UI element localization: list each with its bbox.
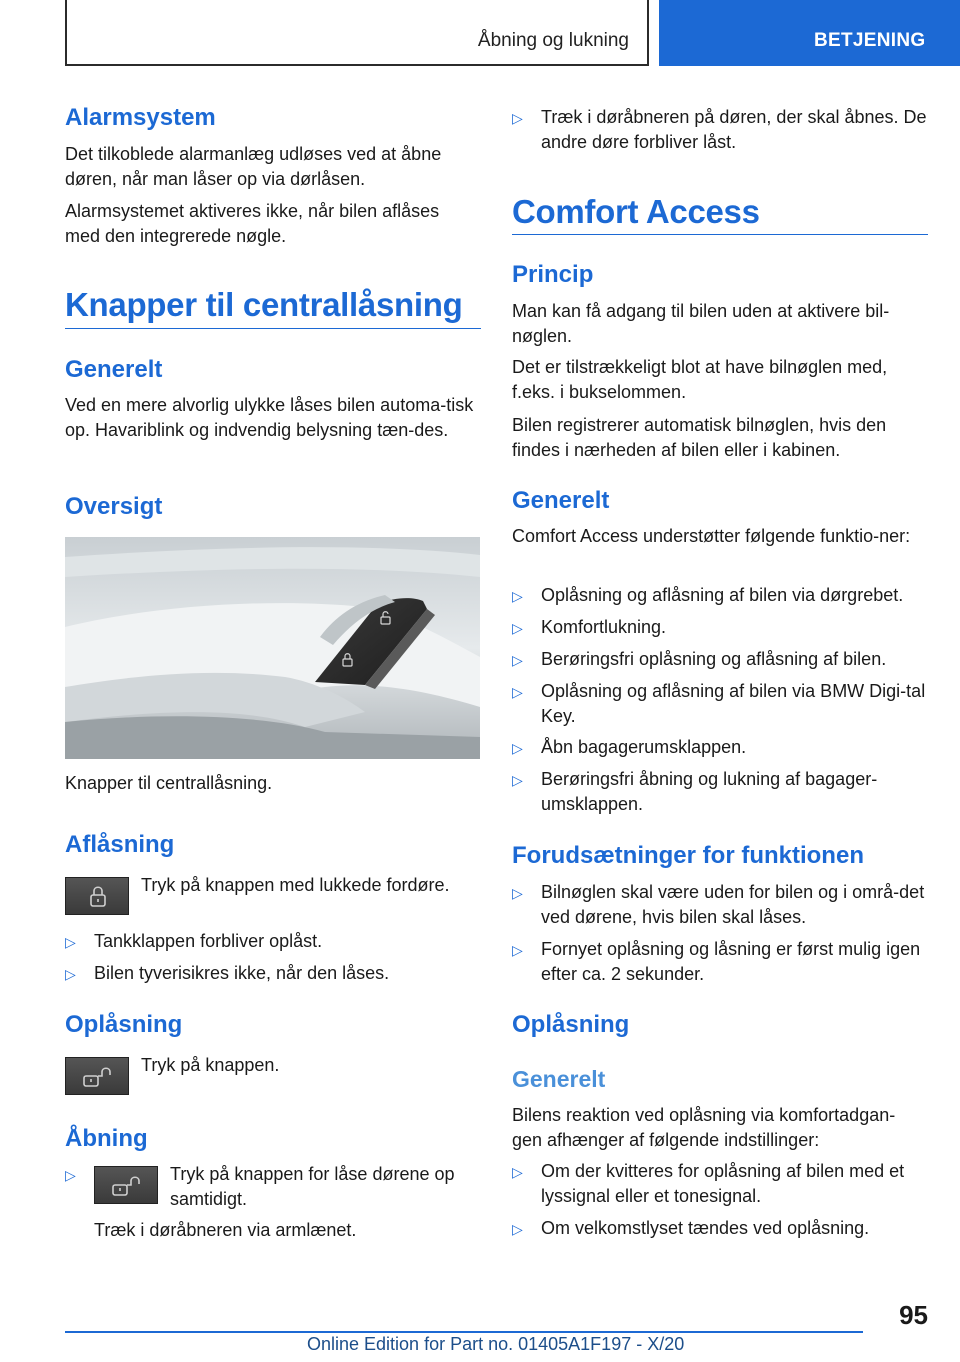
lock-open-icon — [66, 1058, 130, 1096]
oplasning-heading-right: Oplåsning — [512, 1011, 630, 1038]
princip-paragraph-1: Man kan få adgang til bilen uden at aktivere bil‐nøglen. — [512, 301, 890, 346]
triangle-right-icon: ▷ — [65, 966, 76, 982]
generelt-heading-left: Generelt — [65, 356, 163, 383]
footer-rule — [65, 1331, 863, 1333]
footer-edition-text: Online Edition for Part no. 01405A1F197 - X/20 — [307, 1334, 685, 1354]
triangle-right-icon: ▷ — [512, 740, 523, 756]
triangle-right-icon: ▷ — [512, 772, 523, 788]
aflasning-paragraph: Tryk på knappen med lukkede fordøre. — [141, 875, 450, 895]
unlock-button-image — [94, 1166, 158, 1204]
heading-rule — [512, 234, 928, 235]
abning-heading: Åbning — [65, 1125, 148, 1152]
oversigt-heading: Oversigt — [65, 493, 163, 520]
oplasning-paragraph-right: Bilens reaktion ved oplåsning via komfortadgan‐gen afhænger af følgende indstillinger: — [512, 1105, 896, 1150]
triangle-right-icon: ▷ — [65, 934, 76, 950]
abning-bullet-text: Tryk på knappen for låse dørene op samtidigt. — [170, 1164, 455, 1209]
oplasning-paragraph-left: Tryk på knappen. — [141, 1055, 280, 1075]
central-locking-heading: Knapper til centrallåsning — [65, 286, 463, 323]
door-buttons-photo — [65, 537, 480, 759]
princip-heading: Princip — [512, 261, 594, 288]
list-item: ▷ Bilnøglen skal være uden for bilen og i områ‐det ved dørene, hvis bilen skal låses. — [512, 882, 925, 927]
list-item: ▷ Bilen tyverisikres ikke, når den låses. — [65, 961, 481, 986]
triangle-right-icon: ▷ — [512, 1164, 523, 1180]
triangle-right-icon: ▷ — [512, 620, 523, 636]
page-number: 95 — [899, 1300, 928, 1330]
unlock-button-image — [65, 1057, 129, 1095]
lock-closed-icon — [66, 878, 130, 916]
princip-paragraph-2: Det er tilstrækkeligt blot at have bilnøglen med, f.eks. i bukselommen. — [512, 357, 888, 402]
forudsaetninger-heading: Forudsætninger for funktionen — [512, 842, 864, 869]
list-item: ▷ Berøringsfri oplåsning og aflåsning af bilen. — [512, 647, 928, 672]
alarm-heading: Alarmsystem — [65, 104, 216, 131]
oplasning-heading-left: Oplåsning — [65, 1011, 183, 1038]
chapter-tab[interactable] — [659, 0, 960, 66]
lock-button-image — [65, 877, 129, 915]
triangle-right-icon: ▷ — [512, 684, 523, 700]
triangle-right-icon: ▷ — [512, 885, 523, 901]
list-item: ▷ Om der kvitteres for oplåsning af bilen med et lyssignal eller et tonesignal. — [512, 1161, 905, 1206]
triangle-right-icon: ▷ — [512, 942, 523, 958]
generelt-paragraph-left: Ved en mere alvorlig ulykke låses bilen automa‐tisk op. Havariblink og indvendig belysning tæn‐des. — [65, 395, 474, 440]
list-item: ▷ Åbn bagagerumsklappen. — [512, 735, 928, 760]
chapter-tab-label: BETJENING — [814, 30, 926, 51]
aflasning-heading: Aflåsning — [65, 831, 175, 858]
header-section-box — [65, 0, 649, 66]
alarm-paragraph-2: Alarmsystemet aktiveres ikke, når bilen aflåses med den integrerede nøgle. — [65, 201, 440, 246]
triangle-right-icon: ▷ — [512, 110, 523, 126]
list-item: ▷ Oplåsning og aflåsning af bilen via BMW Digi‐tal Key. — [512, 681, 926, 726]
triangle-right-icon: ▷ — [512, 588, 523, 604]
triangle-right-icon: ▷ — [65, 1167, 76, 1183]
list-item: ▷ Komfortlukning. — [512, 615, 928, 640]
comfort-access-heading: Comfort Access — [512, 193, 760, 230]
lock-open-icon — [95, 1167, 159, 1205]
generelt-paragraph-right: Comfort Access understøtter følgende funktio‐ner: — [512, 526, 911, 546]
heading-rule — [65, 328, 481, 329]
list-item: ▷ Træk i døråbneren på døren, der skal åbnes. De andre døre forbliver låst. — [512, 107, 927, 152]
list-item: ▷ Om velkomstlyset tændes ved oplåsning. — [512, 1216, 928, 1241]
princip-paragraph-3: Bilen registrerer automatisk bilnøglen, hvis den findes i nærheden af bilen eller i kabinen. — [512, 415, 887, 460]
list-item: ▷ Tankklappen forbliver oplåst. — [65, 929, 481, 954]
triangle-right-icon: ▷ — [512, 1221, 523, 1237]
list-item: ▷ Fornyet oplåsning og låsning er først mulig igen efter ca. 2 sekunder. — [512, 939, 921, 984]
alarm-paragraph-1: Det tilkoblede alarmanlæg udløses ved at åbne døren, når man låser op via dørlåsen. — [65, 144, 442, 189]
generelt-heading-right: Generelt — [512, 487, 610, 514]
section-title: Åbning og lukning — [477, 30, 629, 51]
list-item: ▷ Oplåsning og aflåsning af bilen via dørgrebet. — [512, 583, 928, 608]
abning-paragraph: Træk i døråbneren via armlænet. — [94, 1220, 357, 1240]
list-item: ▷ Berøringsfri åbning og lukning af bagager‐umsklappen. — [512, 769, 878, 814]
photo-caption: Knapper til centrallåsning. — [65, 773, 273, 793]
oplasning-subheading: Generelt — [512, 1066, 606, 1092]
triangle-right-icon: ▷ — [512, 652, 523, 668]
